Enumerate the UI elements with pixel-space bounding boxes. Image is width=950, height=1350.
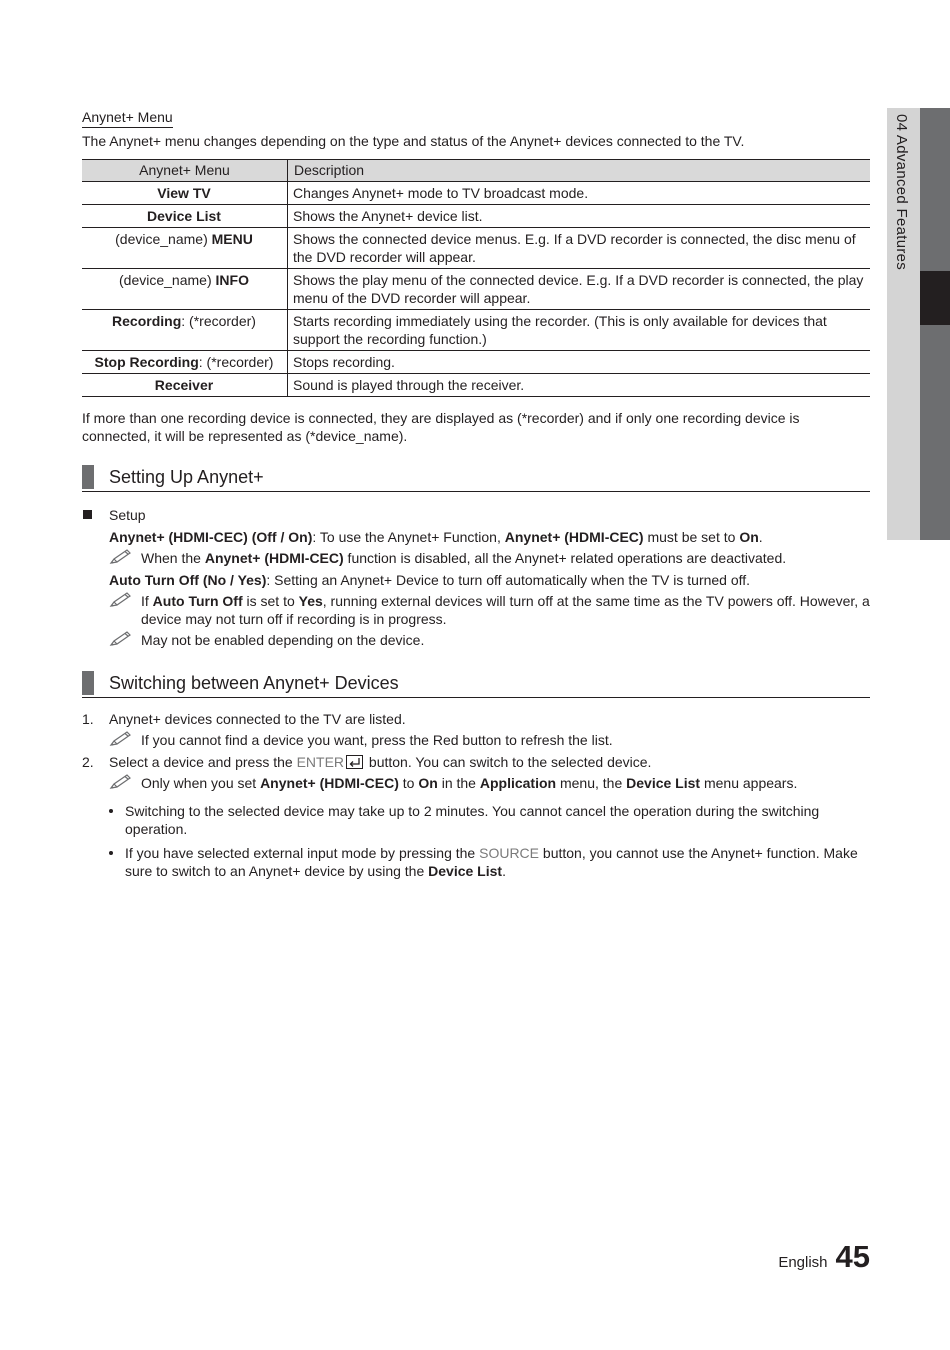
chapter-label: 04 Advanced Features (893, 114, 910, 271)
setting-value: On (739, 529, 759, 545)
menu-item-description: Changes Anynet+ mode to TV broadcast mode. (288, 182, 871, 205)
note-bold: Auto Turn Off (152, 593, 243, 609)
menu-section-title: Anynet+ Menu (82, 108, 173, 128)
menu-item-name (82, 374, 288, 397)
table-row (82, 205, 870, 228)
footer-language: English (778, 1254, 828, 1271)
menu-item-name (82, 310, 288, 351)
section-bar-icon (82, 465, 94, 489)
note-text: If you cannot find a device you want, press the Red button to refresh the list. (141, 732, 613, 748)
table-row (82, 351, 870, 374)
menu-item-bold: View TV (157, 185, 211, 201)
note-device-list-condition (82, 774, 870, 792)
setting-name: Auto Turn Off (No / Yes) (109, 572, 267, 588)
step-text: Anynet+ devices connected to the TV are listed. (109, 711, 406, 727)
note-bold: Anynet+ (HDMI-CEC) (260, 775, 399, 791)
note-text: function is disabled, all the Anynet+ related operations are deactivated. (343, 550, 787, 566)
menu-item-description: Shows the Anynet+ device list. (288, 205, 871, 228)
source-button-label: SOURCE (479, 845, 540, 861)
note-auto-turn-off (82, 592, 870, 628)
switch-section-heading (82, 671, 870, 698)
note-hdmi-cec-disabled (82, 549, 870, 567)
bullet-text: button, you cannot use the Anynet+ function. Make sure to switch to an Anynet+ device by using the (125, 845, 858, 879)
note-text: May not be enabled depending on the device. (141, 632, 425, 648)
chapter-marker (920, 271, 950, 325)
menu-item-description: Shows the play menu of the connected device. E.g. If a DVD recorder is connected, the play menu of the DVD recorder will appear. (288, 269, 871, 310)
list-item (82, 844, 870, 880)
note-text: If (141, 593, 153, 609)
setup-item-label: Setup (109, 507, 146, 523)
menu-item-description: Stops recording. (288, 351, 871, 374)
menu-item-bold: INFO (215, 272, 249, 288)
page-number: 45 (835, 1239, 870, 1274)
pencil-note-icon (109, 630, 133, 648)
pencil-note-icon (109, 773, 133, 791)
setting-name: Anynet+ (HDMI-CEC) (504, 529, 644, 545)
menu-item-name (82, 351, 288, 374)
enter-icon (346, 755, 363, 769)
step-number: 2. (82, 754, 94, 770)
table-row (82, 374, 870, 397)
table-header-row (82, 160, 870, 182)
setting-text: : Setting an Anynet+ Device to turn off automatically when the TV is turned off. (266, 572, 751, 588)
menu-item-plain: : (*recorder) (198, 354, 274, 370)
step-number: 1. (82, 711, 94, 727)
note-bold: Anynet+ (HDMI-CEC) (204, 550, 344, 566)
menu-item-name (82, 205, 288, 228)
anynet-menu-table (82, 159, 870, 397)
note-text: in the (437, 775, 480, 791)
note-text: When the (141, 550, 205, 566)
menu-item-description: Starts recording immediately using the recorder. (This is only available for devices that support the recording function.) (288, 310, 871, 351)
switch-section-title: Switching between Anynet+ Devices (109, 673, 399, 693)
setup-section-heading (82, 465, 870, 492)
note-bold: Application (479, 775, 557, 791)
list-item (82, 710, 870, 749)
switch-bullets-list (82, 802, 870, 880)
bullet-text: . (502, 863, 506, 879)
table-row (82, 269, 870, 310)
setup-section-title: Setting Up Anynet+ (109, 467, 264, 487)
menu-item-bold: Stop Recording (94, 354, 199, 370)
page-content (82, 108, 870, 886)
menu-intro: The Anynet+ menu changes depending on the type and status of the Anynet+ devices connected to the TV. (82, 133, 745, 149)
list-item (82, 802, 870, 838)
table-header-description: Description (288, 160, 871, 182)
bullet-dot-icon (109, 809, 113, 813)
bullet-bold: Device List (428, 863, 503, 879)
setting-text: : To use the Anynet+ Function, (312, 529, 505, 545)
menu-item-bold: MENU (211, 231, 253, 247)
menu-item-bold: Receiver (154, 377, 214, 393)
menu-item-name (82, 269, 288, 310)
note-bold: Yes (298, 593, 323, 609)
setting-text: must be set to (643, 529, 740, 545)
hdmi-cec-setting-line (82, 528, 870, 546)
step-text: Select a device and press the (109, 754, 297, 770)
square-bullet-icon (83, 510, 92, 519)
note-text: Only when you set (141, 775, 261, 791)
pencil-note-icon (109, 548, 133, 566)
menu-item-bold: Recording (112, 313, 182, 329)
menu-item-bold: Device List (147, 208, 221, 224)
setting-text: . (758, 529, 763, 545)
menu-item-description: Sound is played through the receiver. (288, 374, 871, 397)
setup-item (82, 506, 870, 524)
note-device-dependent (82, 631, 870, 649)
table-row (82, 310, 870, 351)
section-bar-icon (82, 671, 94, 695)
table-header-menu: Anynet+ Menu (82, 160, 288, 182)
note-bold: On (418, 775, 438, 791)
note-text: is set to (242, 593, 299, 609)
pencil-note-icon (109, 591, 133, 609)
menu-item-description: Shows the connected device menus. E.g. If a DVD recorder is connected, the disc menu of the DVD recorder will appear. (288, 228, 871, 269)
setting-name: Anynet+ (HDMI-CEC) (Off / On) (109, 529, 313, 545)
menu-item-name (82, 182, 288, 205)
note-refresh-list (82, 731, 870, 749)
menu-footnote: If more than one recording device is connected, they are displayed as (*recorder) and if only one recording device is connected, it will be represented as (*device_name). (82, 410, 800, 444)
note-bold: Device List (626, 775, 701, 791)
note-text: menu appears. (700, 775, 798, 791)
auto-turn-off-setting-line (82, 571, 870, 589)
page-footer (778, 1240, 870, 1274)
note-text: menu, the (556, 775, 627, 791)
bullet-text: If you have selected external input mode by pressing the (125, 845, 480, 861)
switch-steps-list (82, 710, 870, 792)
bullet-text: Switching to the selected device may take up to 2 minutes. You cannot cancel the operation during the switching operation. (125, 803, 820, 837)
menu-item-plain: (device_name) (115, 231, 212, 247)
note-text: , running external devices will turn off at the same time as the TV powers off. However, a device may not turn off if recording is in progress. (141, 593, 870, 627)
menu-item-plain: (device_name) (119, 272, 216, 288)
table-row (82, 182, 870, 205)
menu-item-name (82, 228, 288, 269)
bullet-dot-icon (109, 851, 113, 855)
pencil-note-icon (109, 730, 133, 748)
menu-item-plain: : (*recorder) (181, 313, 256, 329)
step-text: button. You can switch to the selected device. (365, 754, 652, 770)
note-text: to (398, 775, 419, 791)
enter-button-label: ENTER (296, 754, 345, 770)
table-row (82, 228, 870, 269)
list-item (82, 753, 870, 792)
